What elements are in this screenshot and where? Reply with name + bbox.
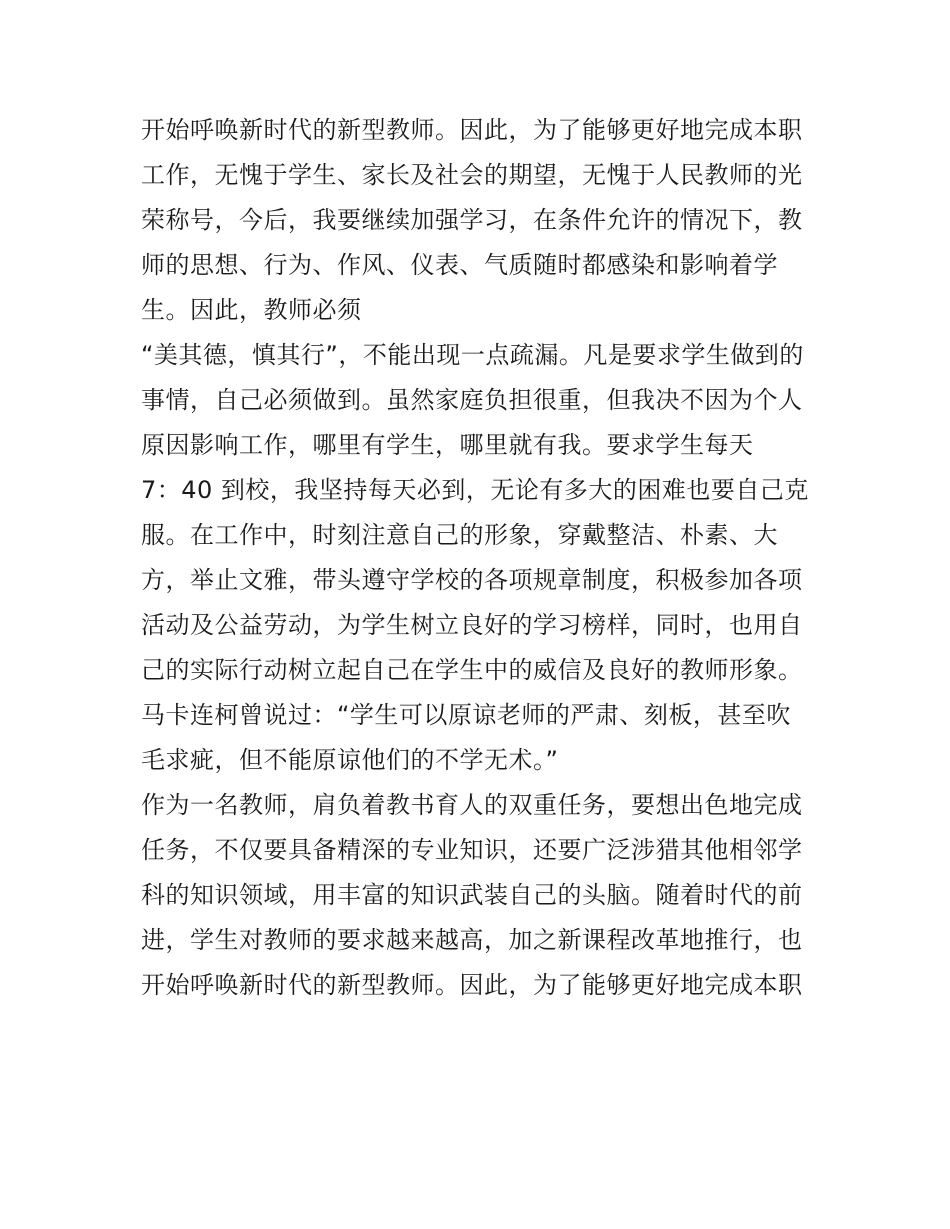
text-line: 荣称号，今后，我要继续加强学习，在条件允许的情况下，教 [141,206,803,234]
text-line: 开始呼唤新时代的新型教师。因此，为了能够更好地完成本职 [141,971,803,999]
text-line: 开始呼唤新时代的新型教师。因此，为了能够更好地完成本职 [141,116,803,144]
text-line: 服。在工作中，时刻注意自己的形象，穿戴整洁、朴素、大 [141,521,778,549]
text-line: 己的实际行动树立起自己在学生中的威信及良好的教师形象。 [141,656,803,684]
text-line: 毛求疵，但不能原谅他们的不学无术。” [141,746,559,774]
text-line: 方，举止文雅，带头遵守学校的各项规章制度，积极参加各项 [141,566,803,594]
text-line: 任务，不仅要具备精深的专业知识，还要广泛涉猎其他相邻学 [141,836,803,864]
text-line: 原因影响工作，哪里有学生，哪里就有我。要求学生每天 [141,431,754,459]
text-line: 活动及公益劳动，为学生树立良好的学习榜样，同时，也用自 [141,611,803,639]
text-line: 马卡连柯曾说过：“学生可以原谅老师的严肃、刻板，甚至吹 [141,701,791,729]
text-line: 进，学生对教师的要求越来越高，加之新课程改革地推行，也 [141,926,803,954]
text-line: 事情，自己必须做到。虽然家庭负担很重，但我决不因为个人 [141,386,803,414]
text-line: 工作，无愧于学生、家长及社会的期望，无愧于人民教师的光 [141,161,803,189]
text-line: “美其德，慎其行”，不能出现一点疏漏。凡是要求学生做到的 [141,341,804,369]
text-line: 师的思想、行为、作风、仪表、气质随时都感染和影响着学 [141,251,778,279]
text-line: 科的知识领域，用丰富的知识武装自己的头脑。随着时代的前 [141,881,803,909]
document-body [141,108,821,1008]
text-line: 作为一名教师，肩负着教书育人的双重任务，要想出色地完成 [141,791,803,819]
text-line: 7：40 到校，我坚持每天必到，无论有多大的困难也要自己克 [141,476,809,504]
text-line: 生。因此，教师必须 [141,296,362,324]
